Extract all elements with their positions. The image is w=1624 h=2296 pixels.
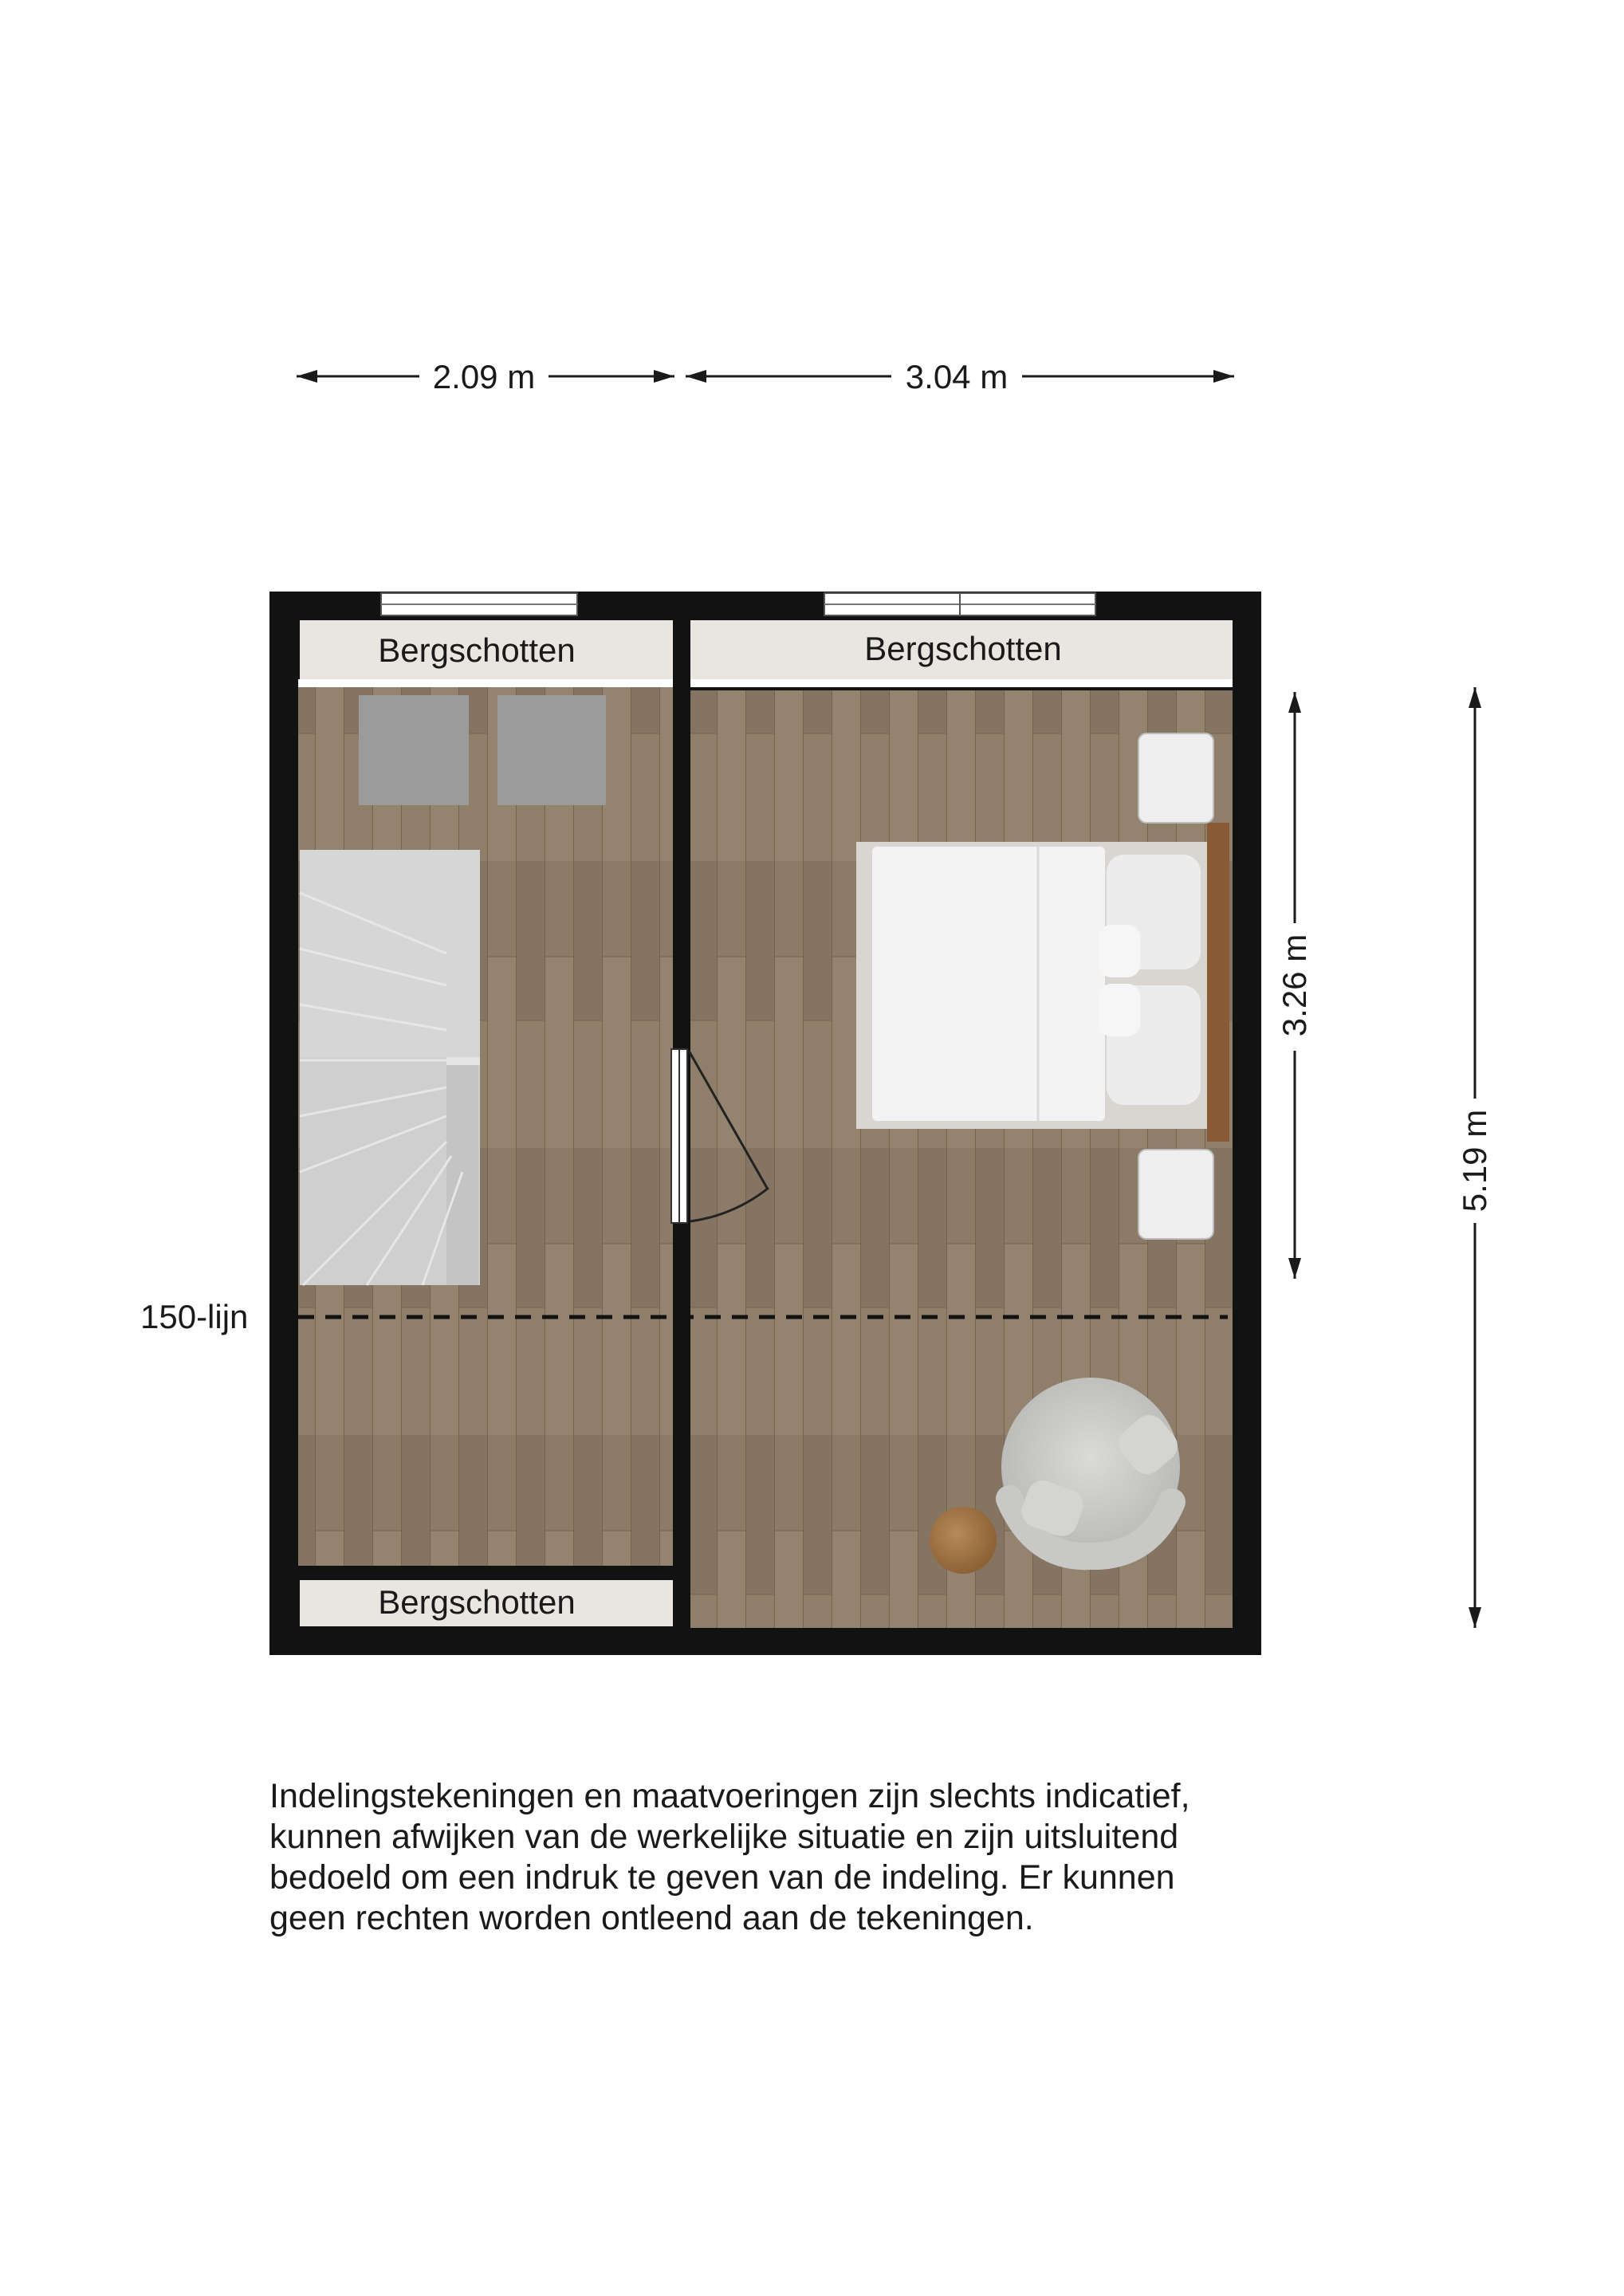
- side-table: [930, 1507, 997, 1574]
- arrowhead-right-icon: [654, 370, 674, 383]
- window-left: [381, 593, 577, 615]
- arrowhead-down-icon: [1469, 1607, 1481, 1628]
- arrowhead-up-icon: [1288, 692, 1301, 713]
- storage-bottom-left: [300, 1580, 673, 1626]
- window-right: [824, 593, 1095, 615]
- disclaimer-line: geen rechten worden ontleend aan de tekeningen.: [269, 1899, 1034, 1937]
- storage-top-left: [300, 620, 673, 679]
- dimension-label: 5.19 m: [1456, 1109, 1493, 1213]
- disclaimer: [269, 1776, 1465, 1939]
- dimension-bedroom-depth: [1276, 692, 1313, 1279]
- dimension-top-right: [686, 358, 1234, 395]
- bed: [856, 823, 1229, 1142]
- nightstand: [1138, 1150, 1213, 1239]
- dimension-top-left: [297, 358, 674, 395]
- pillow: [1099, 984, 1140, 1036]
- wall-strip: [298, 679, 673, 687]
- storage-box: [497, 695, 606, 805]
- staircase: [300, 850, 480, 1285]
- room-label: Bergschotten: [378, 631, 576, 669]
- room-label: Bergschotten: [864, 630, 1062, 667]
- wall-strip: [690, 679, 1233, 687]
- dimension-label: 3.04 m: [905, 358, 1009, 395]
- arrowhead-down-icon: [1288, 1258, 1301, 1279]
- storage-box: [359, 695, 469, 805]
- arrowhead-up-icon: [1469, 687, 1481, 708]
- headboard: [1207, 823, 1229, 1142]
- arrowhead-left-icon: [686, 370, 706, 383]
- dimension-label: 2.09 m: [432, 358, 536, 395]
- storage-top-right: [690, 620, 1233, 679]
- nightstand: [1138, 733, 1213, 823]
- pillow: [1099, 925, 1140, 977]
- dimension-total-depth: [1456, 687, 1493, 1628]
- dimension-label: 3.26 m: [1276, 934, 1313, 1037]
- arrowhead-left-icon: [297, 370, 317, 383]
- disclaimer-line: kunnen afwijken van de werkelijke situatie en zijn uitsluitend: [269, 1818, 1179, 1856]
- disclaimer-line: bedoeld om een indruk te geven van de indeling. Er kunnen: [269, 1858, 1175, 1897]
- disclaimer-line: Indelingstekeningen en maatvoeringen zijn slechts indicatief,: [269, 1777, 1190, 1815]
- arrowhead-right-icon: [1213, 370, 1234, 383]
- reference-line-label: 150-lijn: [140, 1298, 249, 1335]
- room-label: Bergschotten: [378, 1583, 576, 1621]
